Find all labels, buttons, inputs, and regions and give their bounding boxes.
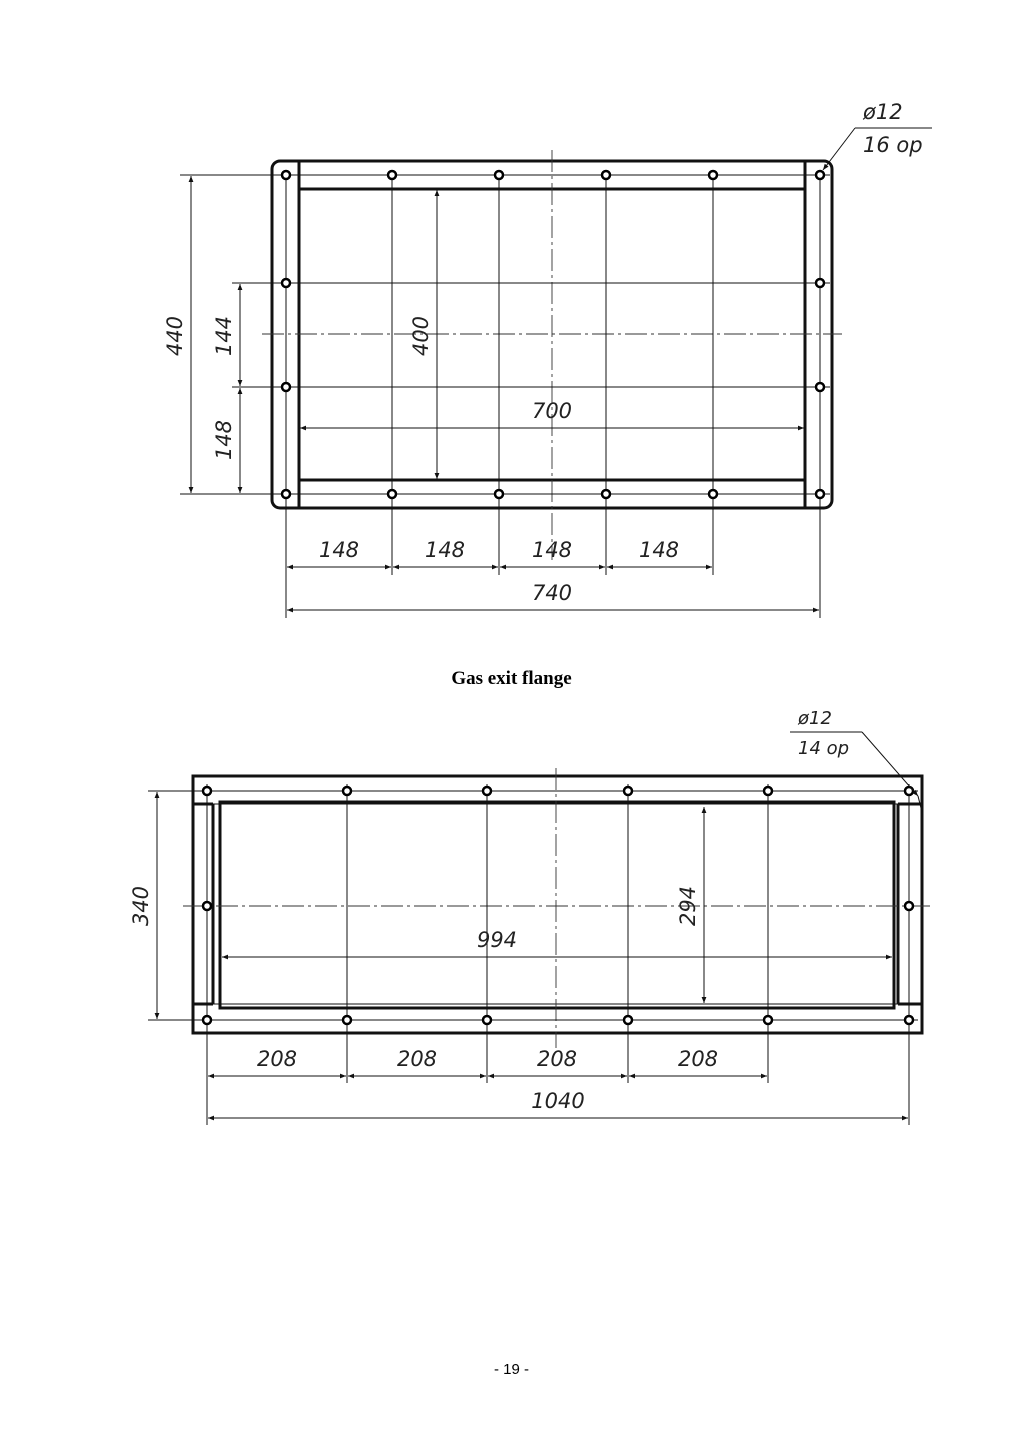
figure-caption: Gas exit flange [451, 668, 572, 689]
flange-1-dim-opening-width: 700 [531, 399, 573, 423]
flange-1-dim-bottom-pitch-3: 148 [531, 538, 573, 562]
flange-2-dim-bottom-pitch-1: 208 [256, 1047, 298, 1071]
flange-2-outer-plate [193, 776, 922, 1033]
flange-2-dim-overall-width: 1040 [531, 1089, 585, 1113]
flange-2-inner-frame [220, 802, 894, 1008]
flange-2-dim-opening-height: 294 [676, 885, 700, 927]
flange-1-dim-hole-pitch-lower: 148 [212, 419, 236, 461]
flange-1-hole-diameter-label: ø12 [863, 100, 903, 124]
flange-1-dim-overall-width: 740 [531, 581, 573, 605]
flange-2-dim-bottom-pitch-3: 208 [536, 1047, 578, 1071]
flange-1-drawing [163, 100, 932, 618]
flange-2-dim-bottom-pitch-2: 208 [396, 1047, 438, 1071]
flange-1-dim-overall-height: 440 [163, 315, 187, 357]
flange-1-dim-bottom-pitch-4: 148 [638, 538, 680, 562]
flange-2-dim-overall-height: 340 [129, 885, 153, 927]
page-number: - 19 - [493, 1361, 529, 1378]
flange-2-hole-diameter-label: ø12 [798, 708, 832, 729]
flange-1-dim-bottom-pitch-1: 148 [318, 538, 360, 562]
flange-2-dim-bottom-pitch-4: 208 [677, 1047, 719, 1071]
flange-1-hole-count-label: 16 op [863, 133, 923, 157]
flange-2-dim-opening-width: 994 [476, 928, 518, 952]
flange-1-dim-hole-pitch-upper: 144 [212, 315, 236, 357]
flange-1-dim-bottom-pitch-2: 148 [424, 538, 466, 562]
flange-1-bolt-holes [282, 171, 824, 498]
flange-1-dim-opening-height: 400 [409, 315, 433, 357]
flange-2-bolt-holes [203, 787, 913, 1024]
flange-2-hole-count-label: 14 op [798, 738, 850, 759]
flange-2-drawing [129, 708, 930, 1125]
